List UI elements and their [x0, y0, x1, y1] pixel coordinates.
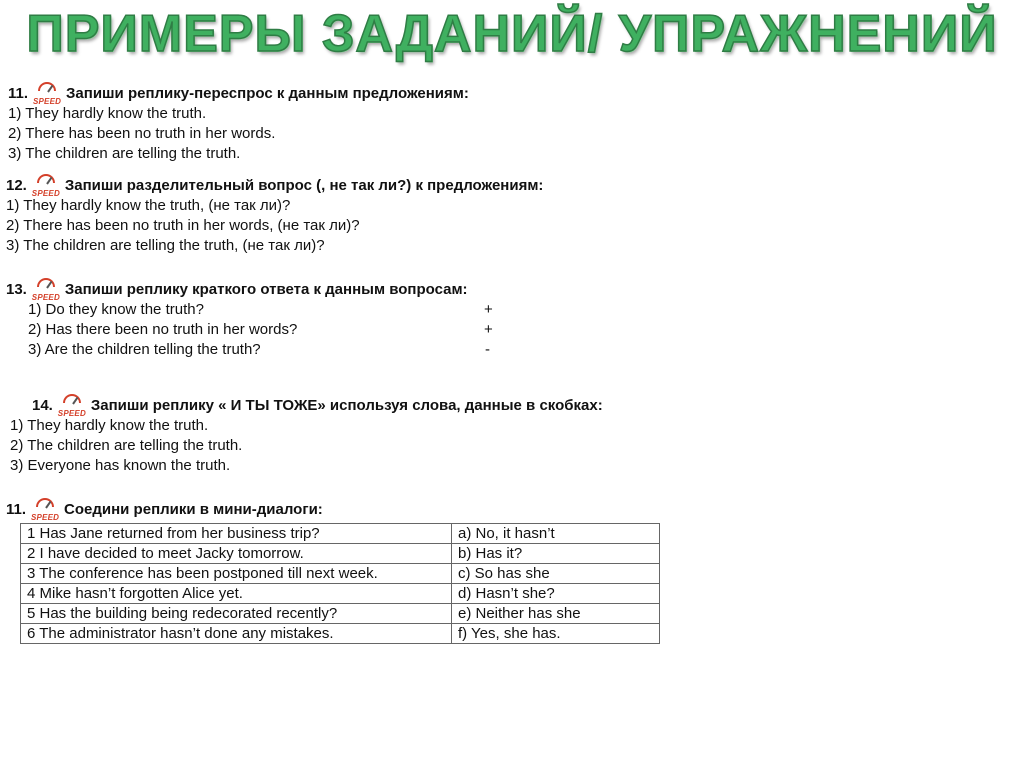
table-cell: 3 The conference has been postponed till next week.	[21, 564, 452, 584]
list-item: 2) The children are telling the truth.	[10, 437, 243, 454]
table-cell: b) Has it?	[452, 544, 660, 564]
exercise-number: 11.	[6, 501, 27, 518]
table-cell: 6 The administrator hasn’t done any mistakes.	[21, 624, 452, 644]
table-row	[21, 584, 660, 604]
list-item: 1) They hardly know the truth.	[8, 105, 207, 122]
speed-icon: SPEED	[57, 394, 87, 416]
exercise-number: 12.	[6, 177, 27, 194]
exercise-header	[6, 174, 543, 196]
exercise-header	[10, 394, 603, 416]
exercise-instruction: Соедини реплики в мини-диалоги:	[64, 501, 323, 518]
exercise-instruction: Запиши реплику-переспрос к данным предложениям:	[66, 85, 469, 102]
list-item: 2) There has been no truth in her words, (не так ли)?	[6, 217, 360, 234]
list-item: 1) They hardly know the truth.	[10, 417, 209, 434]
speed-icon: SPEED	[32, 82, 62, 104]
exercise-number: 11.	[8, 85, 29, 102]
table-cell: 5 Has the building being redecorated recently?	[21, 604, 452, 624]
exercise-14	[10, 394, 603, 476]
exercise-header	[8, 82, 469, 104]
answer-sign: +	[484, 321, 493, 338]
answer-sign: -	[485, 341, 490, 358]
exercise-number: 13.	[6, 281, 27, 298]
slide-title: ПРИМЕРЫ ЗАДАНИЙ/ УПРАЖНЕНИЙ	[26, 5, 998, 63]
exercise-header	[6, 498, 323, 520]
table-cell: d) Hasn’t she?	[452, 584, 660, 604]
list-item: 2) Has there been no truth in her words?	[28, 321, 298, 338]
table-cell: e) Neither has she	[452, 604, 660, 624]
table-cell: a) No, it hasn’t	[452, 524, 660, 544]
list-item: 3) Are the children telling the truth?	[28, 341, 261, 358]
table-cell: f) Yes, she has.	[452, 624, 660, 644]
table-row	[21, 604, 660, 624]
table-row	[21, 544, 660, 564]
table-cell: 1 Has Jane returned from her business trip?	[21, 524, 452, 544]
list-item: 3) The children are telling the truth, (не так ли)?	[6, 237, 325, 254]
exercise-instruction: Запиши реплику краткого ответа к данным вопросам:	[64, 281, 468, 298]
list-item: 3) Everyone has known the truth.	[10, 457, 231, 474]
speed-icon: SPEED	[31, 278, 61, 300]
exercise-12	[6, 174, 543, 256]
exercise-number: 14.	[32, 397, 53, 414]
table-row	[21, 624, 660, 644]
speed-icon: SPEED	[30, 498, 60, 520]
answer-sign: +	[484, 301, 493, 318]
list-item: 1) They hardly know the truth, (не так ли)?	[6, 197, 291, 214]
exercise-11	[8, 82, 469, 164]
table-cell: c) So has she	[452, 564, 660, 584]
table-row	[21, 564, 660, 584]
table-row	[21, 524, 660, 544]
exercise-13	[6, 278, 526, 360]
table-cell: 2 I have decided to meet Jacky tomorrow.	[21, 544, 452, 564]
list-item: 2) There has been no truth in her words.	[8, 125, 276, 142]
list-item: 3) The children are telling the truth.	[8, 145, 241, 162]
exercise-instruction: Запиши разделительный вопрос (, не так ли?) к предложениям:	[64, 177, 544, 194]
matching-table	[20, 523, 660, 644]
table-cell: 4 Mike hasn’t forgotten Alice yet.	[21, 584, 452, 604]
speed-icon: SPEED	[31, 174, 61, 196]
exercise-header	[6, 278, 526, 300]
exercise-matching	[6, 498, 323, 520]
exercise-instruction: Запиши реплику « И ТЫ ТОЖЕ» используя слова, данные в скобках:	[90, 397, 603, 414]
list-item: 1) Do they know the truth?	[28, 301, 204, 318]
